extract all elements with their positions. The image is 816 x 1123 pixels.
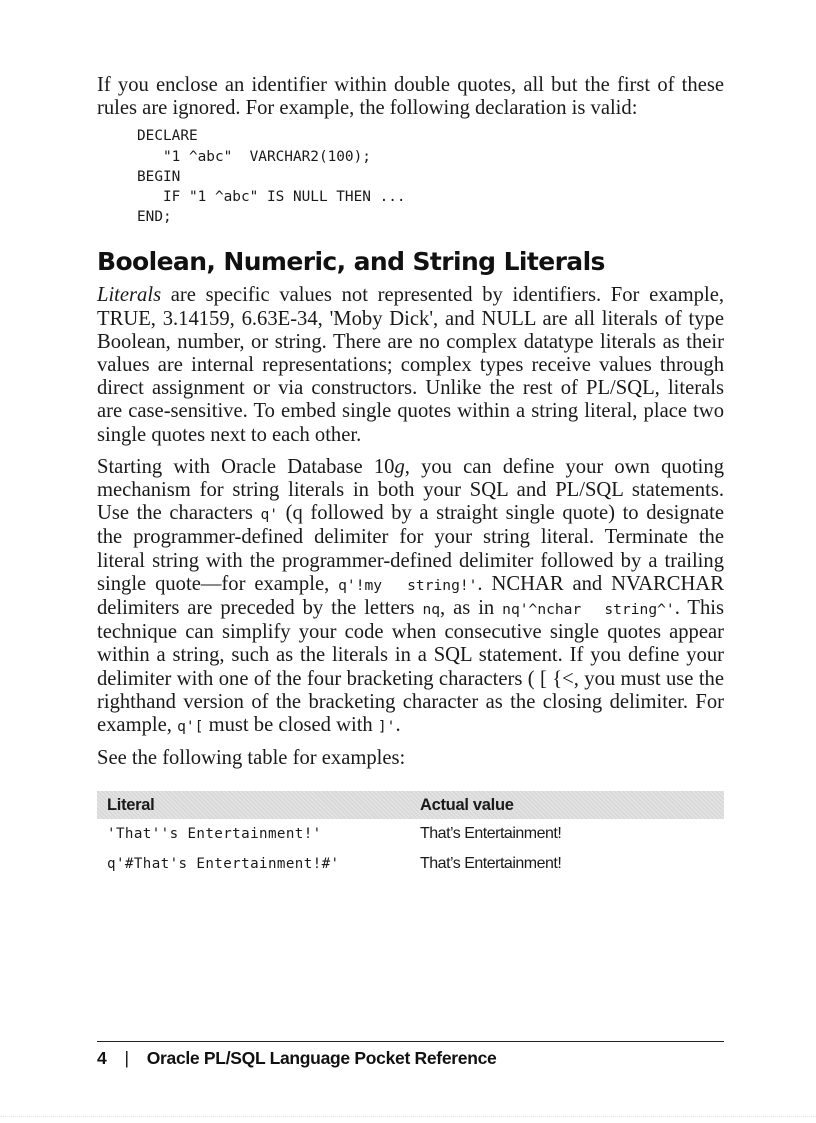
literals-term: Literals — [97, 284, 162, 307]
code-line: IF "1 ^abc" IS NULL THEN ... — [137, 189, 406, 206]
value-cell: That’s Entertainment! — [420, 825, 562, 843]
column-header-literal: Literal — [97, 791, 410, 819]
text-run: Starting with Oracle Database 10 — [97, 455, 395, 478]
text-run: . This technique can simplify your code when consecutive single quotes appear within a string, such as the literals in a SQL statement. If you define your delimiter with one of the four bracketing characters ( [ {<, you must use the righthand version of the bracketing character as the closing delimiter. For example, — [97, 597, 725, 737]
table-intro-paragraph: See the following table for examples: — [97, 747, 406, 770]
literal-cell: 'That''s Entertainment!' — [107, 826, 322, 843]
table-header-row — [97, 791, 724, 819]
page-number: 4 — [97, 1048, 107, 1068]
inline-code: q' — [260, 506, 279, 524]
text-run: . NCHAR and NVARCHAR delimiters are preceded by the letters — [97, 572, 724, 620]
literals-text: are specific values not represented by identifiers. For example, TRUE, 3.14159, 6.63E-34, 'Moby Dick', and NULL are all literals of type Boolean, number, or string. There are no complex datatype literals as their values are internal representations; complex types receive values through direct assignment or via constructors. Unlike the rest of PL/SQL, literals are case-sensitive. To embed single quotes within a string literal, place two single quotes next to each other. — [97, 284, 724, 446]
page-content — [97, 74, 724, 879]
column-header-actual-value: Actual value — [410, 791, 724, 819]
inline-code: q'!my string!' — [338, 576, 478, 594]
section-heading: Boolean, Numeric, and String Literals — [97, 247, 605, 277]
literal-cell: q'#That's Entertainment!#' — [107, 856, 340, 873]
examples-table — [97, 791, 724, 879]
text-run-italic: g — [394, 455, 405, 478]
table-row — [97, 819, 724, 849]
code-block — [97, 126, 724, 227]
footer-separator: | — [124, 1048, 129, 1068]
intro-paragraph: If you enclose an identifier within double quotes, all but the first of these rules are ignored. For example, the following declaration is valid: — [97, 74, 724, 120]
inline-code: ]' — [377, 718, 396, 736]
inline-code: nq — [422, 601, 441, 619]
literals-paragraph — [97, 284, 724, 446]
value-cell: That’s Entertainment! — [420, 855, 562, 873]
text-run: . — [395, 714, 401, 737]
code-line: "1 ^abc" VARCHAR2(100); — [137, 148, 371, 165]
code-line: BEGIN — [137, 168, 181, 185]
text-run: , as in — [440, 597, 503, 620]
quoting-paragraph — [97, 456, 724, 738]
page-footer — [97, 1041, 724, 1069]
footer-text — [97, 1048, 724, 1069]
text-run: , you can define your own quoting mechanism for string literals in both your SQL and PL/SQL statements. Use the characters — [97, 455, 724, 525]
text-run: (q followed by a straight single quote) to designate the programmer-defined delimiter for your string literal. Terminate the literal string with the programmer-defined delimiter followed by a trailing single quote—for example, — [97, 502, 724, 595]
table-row — [97, 849, 724, 879]
code-line: DECLARE — [137, 128, 198, 145]
page-bottom-edge — [0, 1116, 816, 1117]
text-run: must be closed with — [203, 714, 378, 737]
inline-code: nq'^nchar string^' — [502, 601, 675, 619]
book-title: Oracle PL/SQL Language Pocket Reference — [146, 1048, 497, 1068]
code-line: END; — [137, 209, 172, 226]
inline-code: q'[ — [177, 718, 204, 736]
